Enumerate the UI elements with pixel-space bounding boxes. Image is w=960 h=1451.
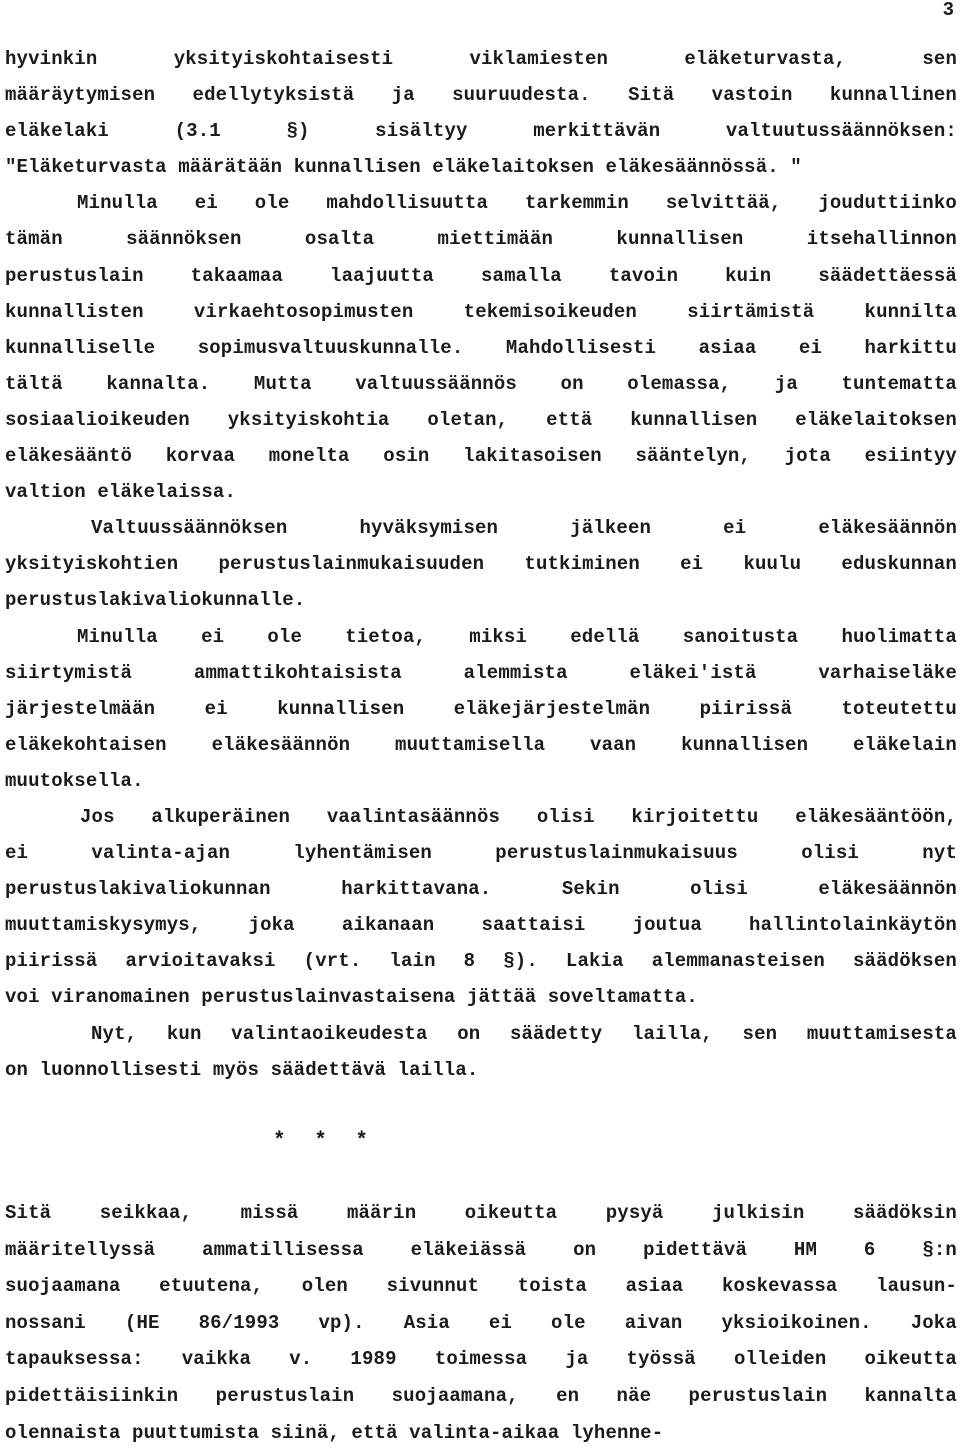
- word: on: [573, 1238, 597, 1261]
- word: asiaa: [625, 1275, 684, 1298]
- word: tältä: [5, 372, 63, 395]
- word: voi: [5, 986, 40, 1009]
- word: valinta-ajan: [91, 842, 231, 865]
- word: tämän: [5, 228, 63, 251]
- word: säädetty: [509, 1022, 603, 1045]
- word: kun: [166, 1022, 202, 1045]
- word: säännöksen: [126, 228, 242, 251]
- text-line: [5, 77, 957, 113]
- word: laajuutta: [330, 264, 434, 287]
- word: etuutena,: [159, 1275, 264, 1298]
- word: perustuslain: [215, 1384, 355, 1407]
- word: säädettäessä: [818, 264, 957, 287]
- word: lain: [389, 950, 436, 973]
- word: julkisin: [712, 1202, 805, 1224]
- word: luonnollisesti: [39, 1058, 202, 1081]
- word: Minulla: [77, 625, 158, 648]
- word: sanoitusta: [682, 625, 799, 648]
- word: sen: [742, 1022, 778, 1045]
- word: yksityiskohtia: [227, 408, 390, 431]
- text-line: [5, 149, 957, 185]
- word: tavoin: [608, 264, 679, 287]
- word: Sitä: [5, 1202, 52, 1224]
- text-line: [5, 510, 957, 546]
- word: Mutta: [253, 372, 312, 395]
- word: eläkelaitoksen: [432, 156, 595, 179]
- word: perustuslain: [5, 264, 144, 287]
- word: muuttamiskysymys,: [5, 914, 202, 937]
- word: suuruudesta.: [452, 84, 591, 107]
- word: ei: [5, 842, 29, 865]
- word: ole: [254, 192, 290, 215]
- word: sääntelyn,: [635, 445, 751, 468]
- word: olisi: [536, 805, 595, 828]
- word: eläkesäännössä.: [605, 156, 779, 179]
- word: yksityiskohtien: [5, 553, 179, 576]
- word: seikkaa,: [99, 1202, 193, 1224]
- word: olen: [301, 1275, 348, 1298]
- word: kannalta.: [106, 372, 211, 395]
- word: valintaoikeudesta: [231, 1022, 428, 1045]
- word: §): [286, 120, 310, 143]
- text-line: [5, 221, 957, 257]
- word: vaalintasäännös: [326, 805, 501, 828]
- word: varhaiseläke: [818, 661, 957, 684]
- word: säädettävä: [270, 1058, 387, 1081]
- word: ammattikohtaisista: [193, 661, 402, 684]
- word: määrin: [346, 1202, 417, 1224]
- word: Minulla: [77, 192, 158, 215]
- word: siinä,: [270, 1421, 340, 1444]
- text-line: [5, 366, 957, 402]
- word: hallintolainkäytön: [749, 914, 957, 937]
- word: olemassa,: [627, 372, 732, 395]
- word: alemmanasteisen: [651, 950, 825, 973]
- word: soveltamatta.: [547, 986, 698, 1009]
- text-line: [5, 871, 957, 907]
- word: tekemisoikeuden: [463, 300, 637, 323]
- text-line: [5, 1378, 957, 1415]
- word: v.: [289, 1348, 313, 1371]
- word: viranomainen: [51, 986, 190, 1009]
- word: kuin: [725, 264, 772, 287]
- word: aikanaan: [341, 914, 435, 937]
- word: monelta: [268, 445, 350, 468]
- word: perustuslain: [688, 1384, 828, 1407]
- word: alemmista: [463, 661, 568, 684]
- word: edellytyksistä: [192, 84, 355, 107]
- text-line: [5, 1341, 957, 1378]
- word: eläkesäännön: [818, 517, 957, 540]
- text-line: [5, 727, 957, 763]
- word: suojaamana,: [391, 1384, 519, 1407]
- word: tutkiminen: [524, 553, 640, 576]
- text-line: [5, 1052, 957, 1088]
- word: säädöksin: [852, 1202, 957, 1224]
- word: nyt: [922, 842, 957, 865]
- word: kirjoitettu: [631, 805, 759, 828]
- word: arvioitavaksi: [125, 950, 276, 973]
- word: miksi: [469, 625, 528, 648]
- word: eläkesäännön: [818, 878, 957, 901]
- word: HM: [793, 1238, 818, 1261]
- word: kunnilta: [864, 300, 957, 323]
- word: on: [560, 372, 584, 395]
- word: lailla,: [632, 1022, 713, 1045]
- text-line: [5, 113, 957, 149]
- word: ole: [267, 625, 303, 648]
- word: on: [5, 1058, 29, 1081]
- word: ei: [488, 1311, 513, 1334]
- word: tuntematta: [841, 372, 957, 395]
- word: eläkelaitoksen: [795, 408, 957, 431]
- word: eduskunnan: [841, 553, 957, 576]
- word: kunnalliselle: [5, 336, 156, 359]
- word: jouduttiinko: [818, 192, 957, 215]
- word: asiaa: [698, 336, 757, 359]
- word: suojaamana: [5, 1275, 121, 1298]
- word: valtion: [5, 481, 86, 504]
- text-line: [5, 258, 957, 294]
- word: työssä: [626, 1348, 696, 1371]
- text-line: [5, 691, 957, 727]
- word: sisältyy: [375, 120, 468, 143]
- word: että: [546, 408, 593, 431]
- word: ei: [201, 625, 225, 648]
- word: ja: [565, 1348, 589, 1371]
- word: kunnallisen: [277, 697, 405, 720]
- word: jättää: [466, 986, 537, 1009]
- word: kunnallisen: [681, 733, 809, 756]
- word: ammatillisessa: [202, 1238, 364, 1261]
- word: hyväksymisen: [359, 517, 499, 540]
- word: saattaisi: [481, 914, 586, 937]
- word: eläkei'istä: [629, 661, 757, 684]
- word: lailla.: [397, 1058, 479, 1081]
- word: myös: [212, 1058, 260, 1081]
- word: toista: [517, 1275, 587, 1298]
- word: (HE: [124, 1311, 160, 1334]
- word: sen: [922, 48, 957, 70]
- word: perustuslainmukaisuuden: [218, 553, 485, 576]
- word: muutoksella.: [5, 769, 144, 792]
- word: yksityiskohtaisesti: [173, 48, 394, 70]
- text-line: [5, 185, 957, 221]
- word: aivan: [624, 1311, 683, 1334]
- word: jälkeen: [570, 517, 652, 540]
- word: nossani: [5, 1311, 86, 1334]
- word: 1989: [350, 1348, 397, 1371]
- word: (3.1: [174, 120, 221, 143]
- word: perustuslainvastaisena: [201, 986, 456, 1009]
- word: ": [790, 156, 802, 179]
- section-separator: * * *: [273, 1129, 377, 1153]
- word: Mahdollisesti: [505, 336, 657, 359]
- text-line: [5, 835, 957, 871]
- text-line: [5, 474, 957, 510]
- word: koskevassa: [721, 1275, 838, 1298]
- word: eläkesääntöön,: [795, 805, 957, 828]
- word: eläkeiässä: [410, 1238, 527, 1261]
- page-number: 3: [942, 0, 954, 21]
- word: viklamiesten: [469, 48, 609, 70]
- word: perustuslakivaliokunnalle.: [5, 589, 306, 612]
- word: vastoin: [711, 84, 793, 107]
- word: tapauksessa:: [5, 1348, 144, 1371]
- word: lakitasoisen: [463, 445, 602, 468]
- word: eläkekohtaisen: [5, 733, 167, 756]
- text-line: [5, 763, 957, 799]
- word: vp).: [318, 1311, 365, 1334]
- word: ja: [774, 372, 798, 395]
- word: pysyä: [605, 1202, 664, 1224]
- word: ei: [204, 697, 228, 720]
- word: valtuussäännös: [355, 372, 517, 395]
- word: ei: [194, 192, 218, 215]
- word: miettimään: [437, 228, 554, 251]
- word: lausun-: [876, 1275, 957, 1298]
- word: eläkejärjestelmän: [453, 697, 651, 720]
- word: tarkemmin: [525, 192, 629, 215]
- text-line: [5, 546, 957, 582]
- word: jota: [784, 445, 831, 468]
- word: 86/1993: [198, 1311, 280, 1334]
- text-line: [5, 655, 957, 691]
- word: harkittu: [864, 336, 957, 359]
- word: järjestelmään: [5, 697, 156, 720]
- text-line: [5, 402, 957, 438]
- word: sivunnut: [386, 1275, 480, 1298]
- word: kannalta: [864, 1384, 957, 1407]
- word: joutua: [632, 914, 702, 937]
- word: puuttumista: [132, 1421, 260, 1444]
- word: ja: [391, 84, 415, 107]
- word: pidettäisiinkin: [5, 1384, 179, 1407]
- text-line: [5, 1016, 957, 1052]
- word: eläkelain: [852, 733, 957, 756]
- word: perustuslakivaliokunnan: [5, 878, 271, 901]
- word: (vrt.: [303, 950, 362, 973]
- word: kunnallisen: [616, 228, 744, 251]
- word: edellä: [570, 625, 640, 648]
- word: olisi: [690, 878, 748, 901]
- word: yksioikoinen.: [721, 1311, 872, 1334]
- section-1: [5, 41, 957, 1088]
- word: Joka: [910, 1311, 957, 1334]
- text-line: [5, 1195, 957, 1232]
- word: osin: [383, 445, 430, 468]
- word: eläkelaki: [5, 120, 109, 143]
- text-line: [5, 799, 957, 835]
- text-line: [5, 41, 957, 77]
- word: valtuutussäännöksen:: [725, 120, 957, 143]
- word: siirtymistä: [5, 661, 133, 684]
- spacer: [5, 1088, 957, 1124]
- word: kuulu: [743, 553, 802, 576]
- word: joka: [248, 914, 295, 937]
- word: mahdollisuutta: [326, 192, 489, 215]
- word: säädöksen: [852, 950, 957, 973]
- word: osalta: [304, 228, 375, 251]
- word: 6: [863, 1238, 876, 1261]
- word: itsehallinnon: [806, 228, 957, 251]
- section-2: [5, 1195, 957, 1451]
- word: eläkesääntö: [5, 445, 133, 468]
- text-line: [5, 1268, 957, 1305]
- word: §).: [503, 950, 538, 973]
- text-line: [5, 1415, 957, 1451]
- word: takaamaa: [190, 264, 284, 287]
- word: vaikka: [181, 1348, 252, 1371]
- word: kunnallisen: [630, 408, 758, 431]
- word: olisi: [801, 842, 859, 865]
- word: määrätään: [178, 156, 283, 179]
- text-line: [5, 979, 957, 1015]
- word: sosiaalioikeuden: [5, 408, 190, 431]
- word: "Eläketurvasta: [5, 156, 167, 179]
- text-line: [5, 1305, 957, 1342]
- word: oikeutta: [464, 1202, 558, 1224]
- word: Sekin: [561, 878, 620, 901]
- word: Nyt,: [91, 1022, 138, 1045]
- word: toimessa: [434, 1348, 528, 1371]
- word: en: [556, 1384, 580, 1407]
- word: samalla: [480, 264, 562, 287]
- word: siirtämistä: [687, 300, 815, 323]
- word: ei: [723, 517, 747, 540]
- word: merkittävän: [533, 120, 661, 143]
- word: selvittää,: [665, 192, 782, 215]
- word: piirissä: [5, 950, 98, 973]
- word: 8: [463, 950, 476, 973]
- text-line: [5, 907, 957, 943]
- word: ole: [551, 1311, 586, 1334]
- text-line: [5, 619, 957, 655]
- word: missä: [240, 1202, 299, 1224]
- word: pidettävä: [643, 1238, 748, 1261]
- text-line: [5, 582, 957, 618]
- text-line: [5, 330, 957, 366]
- text-line: [5, 1232, 957, 1269]
- word: lyhentämisen: [293, 842, 432, 865]
- word: alkuperäinen: [151, 805, 291, 828]
- text-line: [5, 294, 957, 330]
- word: olennaista: [5, 1421, 121, 1444]
- word: eläkelaissa.: [97, 481, 236, 504]
- word: Valtuussäännöksen: [91, 517, 288, 540]
- word: muuttamisella: [395, 733, 546, 756]
- word: perustuslainmukaisuus: [495, 842, 738, 865]
- word: kunnallinen: [829, 84, 957, 107]
- word: hyvinkin: [5, 48, 98, 70]
- word: Lakia: [565, 950, 624, 973]
- word: vaan: [590, 733, 637, 756]
- text-line: [5, 943, 957, 979]
- word: ei: [798, 336, 823, 359]
- word: esiintyy: [864, 445, 957, 468]
- word: on: [457, 1022, 481, 1045]
- word: virkaehtosopimusten: [193, 300, 414, 323]
- word: valinta-aikaa: [409, 1421, 560, 1444]
- word: oikeutta: [864, 1348, 957, 1371]
- word: että: [351, 1421, 398, 1444]
- word: ei: [680, 553, 704, 576]
- word: sopimusvaltuuskunnalle.: [197, 336, 464, 359]
- word: lyhenne-: [570, 1421, 664, 1444]
- word: Asia: [403, 1311, 450, 1334]
- word: piirissä: [699, 697, 792, 720]
- word: §:n: [922, 1238, 957, 1261]
- word: näe: [616, 1384, 652, 1407]
- word: muuttamisesta: [806, 1022, 957, 1045]
- word: harkittavana.: [341, 878, 492, 901]
- text-line: [5, 438, 957, 474]
- word: toteutettu: [841, 697, 957, 720]
- word: Sitä: [628, 84, 675, 107]
- word: oletan,: [427, 408, 509, 431]
- word: kunnallisen: [293, 156, 421, 179]
- word: eläkesäännön: [211, 733, 351, 756]
- word: huolimatta: [841, 625, 957, 648]
- word: tietoa,: [345, 625, 427, 648]
- word: kunnallisten: [5, 300, 144, 323]
- word: olleiden: [733, 1348, 827, 1371]
- word: Jos: [80, 805, 115, 828]
- word: määräytymisen: [5, 84, 156, 107]
- word: korvaa: [165, 445, 236, 468]
- word: määritellyssä: [5, 1238, 156, 1261]
- word: eläketurvasta,: [684, 48, 847, 70]
- document-body: [5, 41, 957, 1160]
